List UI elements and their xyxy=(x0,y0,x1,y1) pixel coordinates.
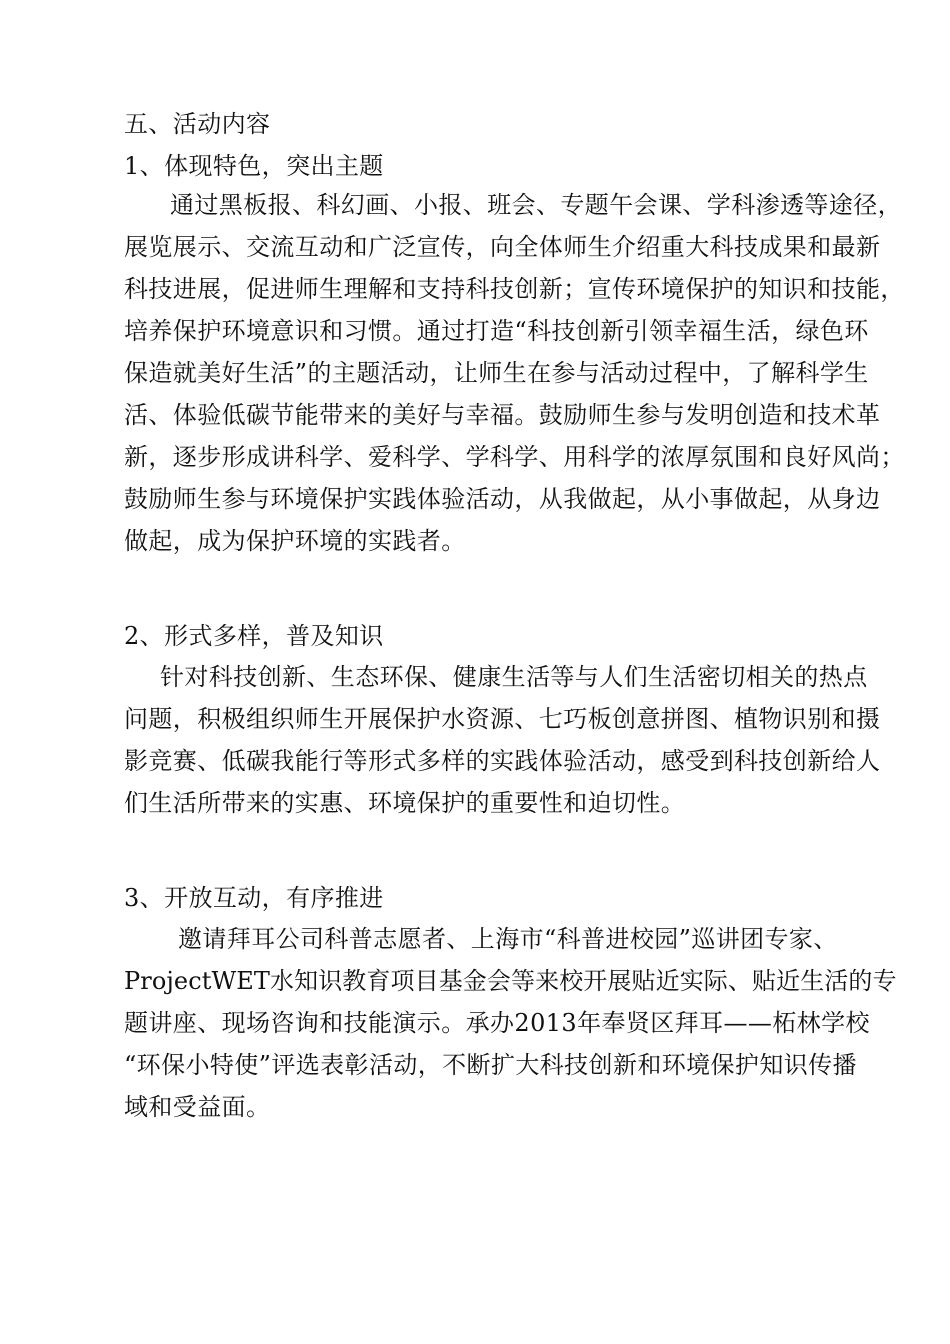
paragraph-2-line-1: 针对科技创新、生态环保、健康生活等与人们生活密切相关的热点 xyxy=(160,663,868,691)
subsection-heading-1: 1、体现特色，突出主题 xyxy=(124,152,384,180)
paragraph-2-line-4: 们生活所带来的实惠、环境保护的重要性和迫切性。 xyxy=(124,789,686,817)
paragraph-1-line-2: 展览展示、交流互动和广泛宣传，向全体师生介绍重大科技成果和最新 xyxy=(124,233,881,261)
paragraph-1-line-8: 鼓励师生参与环境保护实践体验活动，从我做起，从小事做起，从身边 xyxy=(124,485,881,513)
paragraph-3-line-2: ProjectWET水知识教育项目基金会等来校开展贴近实际、贴近生活的专 xyxy=(124,967,897,995)
paragraph-2-line-3: 影竞赛、低碳我能行等形式多样的实践体验活动，感受到科技创新给人 xyxy=(124,747,881,775)
paragraph-3-line-5: 域和受益面。 xyxy=(124,1093,271,1121)
subsection-heading-3: 3、开放互动，有序推进 xyxy=(124,884,384,912)
paragraph-3-line-3: 题讲座、现场咨询和技能演示。承办2013年奉贤区拜耳——柘林学校 xyxy=(124,1009,870,1037)
subsection-heading-2: 2、形式多样，普及知识 xyxy=(124,622,384,650)
paragraph-1-line-5: 保造就美好生活”的主题活动，让师生在参与活动过程中，了解科学生 xyxy=(124,359,869,387)
section-heading: 五、活动内容 xyxy=(124,110,271,138)
paragraph-1-line-1: 通过黑板报、科幻画、小报、班会、专题午会课、学科渗透等途径， xyxy=(170,191,902,219)
paragraph-1-line-7: 新，逐步形成讲科学、爱科学、学科学、用科学的浓厚氛围和良好风尚； xyxy=(124,443,905,471)
paragraph-1-line-4: 培养保护环境意识和习惯。通过打造“科技创新引领幸福生活，绿色环 xyxy=(124,317,869,345)
paragraph-2-line-2: 问题，积极组织师生开展保护水资源、七巧板创意拼图、植物识别和摄 xyxy=(124,705,881,733)
paragraph-1-line-3: 科技进展，促进师生理解和支持科技创新；宣传环境保护的知识和技能， xyxy=(124,275,905,303)
paragraph-3-line-1: 邀请拜耳公司科普志愿者、上海市“科普进校园”巡讲团专家、 xyxy=(178,925,838,953)
paragraph-1-line-6: 活、体验低碳节能带来的美好与幸福。鼓励师生参与发明创造和技术革 xyxy=(124,401,881,429)
paragraph-3-line-4: “环保小特使”评选表彰活动，不断扩大科技创新和环境保护知识传播 xyxy=(124,1051,857,1079)
paragraph-1-line-9: 做起，成为保护环境的实践者。 xyxy=(124,527,466,555)
